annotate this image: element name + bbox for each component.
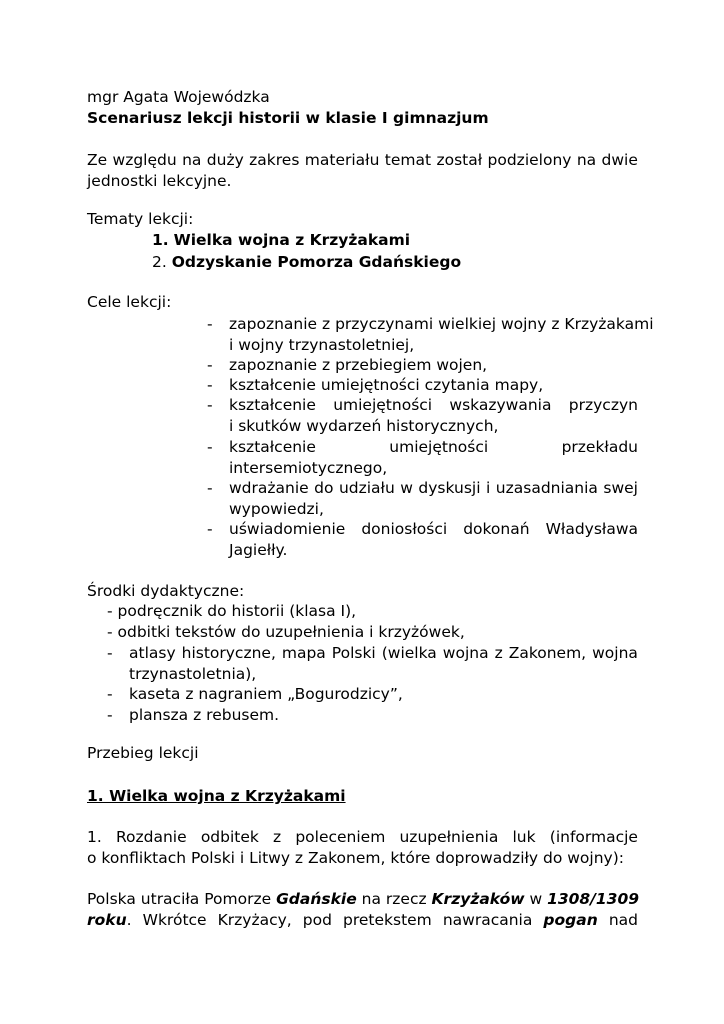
- bullet-dash: -: [207, 479, 213, 497]
- goal-item-4-line-1: kształcenie umiejętności wskazywania przyczyn: [229, 396, 638, 414]
- goal-item-4-line-2: i skutków wydarzeń historycznych,: [229, 417, 499, 435]
- bullet-dash: -: [207, 438, 213, 456]
- goal-item-6-line-2: wypowiedzi,: [229, 500, 324, 518]
- bullet-dash: -: [207, 520, 213, 538]
- intro-line-1: Ze względu na duży zakres materiału temat został podzielony na dwie: [87, 151, 638, 169]
- bullet-dash: -: [207, 315, 213, 333]
- bullet-dash: -: [107, 706, 113, 724]
- course-heading: Przebieg lekcji: [87, 744, 199, 762]
- means-item-5: plansza z rebusem.: [129, 706, 280, 724]
- means-item-1: - podręcznik do historii (klasa I),: [107, 602, 357, 620]
- topic-item-2: 2. Odzyskanie Pomorza Gdańskiego: [152, 253, 462, 271]
- task-line-2: o konfliktach Polski i Litwy z Zakonem, które doprowadziły do wojny):: [87, 849, 624, 867]
- text-line-1: Polska utraciła Pomorze Gdańskie na rzecz Krzyżaków w 1308/1309: [87, 890, 640, 908]
- bullet-dash: -: [107, 644, 113, 662]
- topic-item-1: 1. Wielka wojna z Krzyżakami: [152, 231, 411, 249]
- goal-item-7-line-1: uświadomienie doniosłości dokonań Władysława: [229, 520, 638, 538]
- goal-item-6-line-1: wdrażanie do udziału w dyskusji i uzasadniania swej: [229, 479, 638, 497]
- intro-line-2: jednostki lekcyjne.: [87, 172, 232, 190]
- goal-item-1-line-2: i wojny trzynastoletniej,: [229, 336, 415, 354]
- means-item-4: kaseta z nagraniem „Bogurodzicy”,: [129, 685, 403, 703]
- goal-item-7-line-2: Jagiełły.: [229, 541, 288, 559]
- means-item-3-line-1: atlasy historyczne, mapa Polski (wielka wojna z Zakonem, wojna: [129, 644, 638, 662]
- goal-item-5-line-1: kształcenie umiejętności przekładu: [229, 438, 638, 456]
- bullet-dash: -: [207, 396, 213, 414]
- goals-heading: Cele lekcji:: [87, 293, 172, 311]
- task-line-1: 1. Rozdanie odbitek z poleceniem uzupełnienia luk (informacje: [87, 828, 638, 846]
- bullet-dash: -: [207, 376, 213, 394]
- bullet-dash: -: [107, 685, 113, 703]
- means-heading: Środki dydaktyczne:: [87, 582, 245, 600]
- goal-item-2: zapoznanie z przebiegiem wojen,: [229, 356, 488, 374]
- goal-item-3: kształcenie umiejętności czytania mapy,: [229, 376, 544, 394]
- bullet-dash: -: [207, 356, 213, 374]
- text-line-2: roku. Wkrótce Krzyżacy, pod pretekstem nawracania pogan nad: [87, 911, 638, 929]
- goal-item-5-line-2: intersemiotycznego,: [229, 459, 388, 477]
- means-item-3-line-2: trzynastoletnia),: [129, 665, 257, 683]
- means-item-2: - odbitki tekstów do uzupełnienia i krzyżówek,: [107, 623, 465, 641]
- document-title: Scenariusz lekcji historii w klasie I gimnazjum: [87, 109, 489, 127]
- goal-item-1-line-1: zapoznanie z przyczynami wielkiej wojny z Krzyżakami: [229, 315, 654, 333]
- topics-heading: Tematy lekcji:: [87, 210, 194, 228]
- section-title: 1. Wielka wojna z Krzyżakami: [87, 787, 346, 805]
- author-name: mgr Agata Wojewódzka: [87, 88, 270, 106]
